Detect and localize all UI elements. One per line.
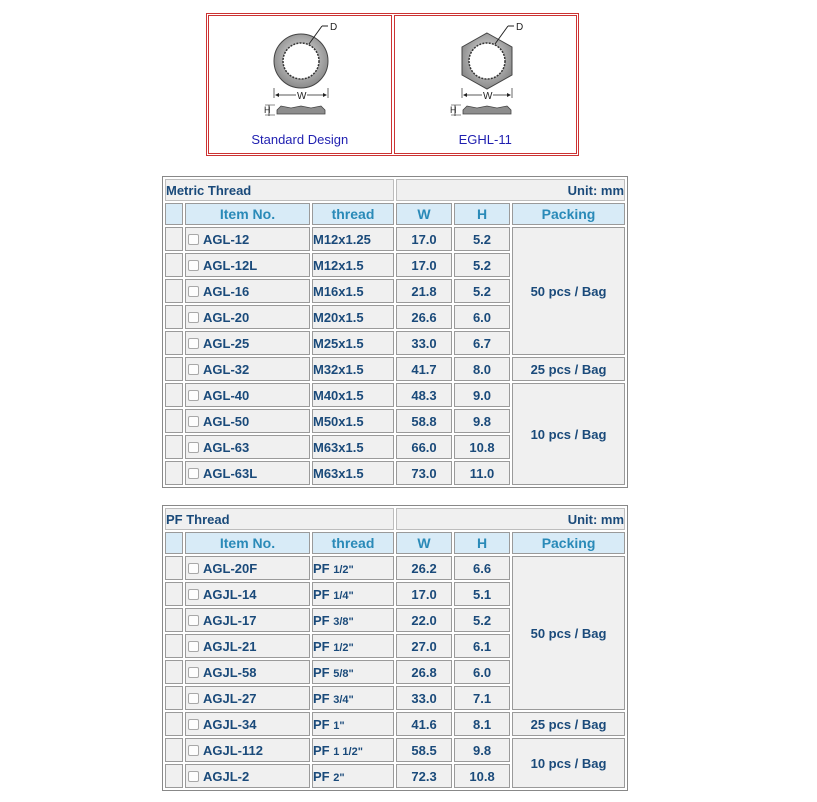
w-cell: 66.0 xyxy=(396,435,452,459)
w-cell: 26.6 xyxy=(396,305,452,329)
thread-value: M63x1.5 xyxy=(313,465,364,481)
h-cell: 10.8 xyxy=(454,435,510,459)
thread-cell xyxy=(312,712,394,736)
h-cell: 9.8 xyxy=(454,409,510,433)
item-no-cell xyxy=(185,738,310,762)
row-spacer xyxy=(165,582,183,606)
header-thread: thread xyxy=(312,532,394,554)
thread-cell xyxy=(312,738,394,762)
item-no-cell xyxy=(185,227,310,251)
w-cell: 58.8 xyxy=(396,409,452,433)
thread-cell xyxy=(312,582,394,606)
unit-label: Unit: mm xyxy=(396,179,625,201)
thread-value: M25x1.5 xyxy=(313,335,364,351)
h-cell: 7.1 xyxy=(454,686,510,710)
thread-size: 3/4" xyxy=(333,693,354,706)
h-cell: 5.2 xyxy=(454,253,510,277)
item-no-cell xyxy=(185,383,310,407)
thread-prefix: PF xyxy=(313,612,330,628)
packing-cell: 10 pcs / Bag xyxy=(512,383,625,485)
h-cell: 5.2 xyxy=(454,227,510,251)
header-packing: Packing xyxy=(512,532,625,554)
table-title: Metric Thread xyxy=(165,179,394,201)
h-cell: 8.1 xyxy=(454,712,510,736)
select-checkbox[interactable] xyxy=(188,771,199,782)
item-no: AGL-63L xyxy=(203,465,258,481)
select-checkbox[interactable] xyxy=(188,719,199,730)
row-spacer xyxy=(165,634,183,658)
diagram-standard-design xyxy=(208,15,392,154)
header-h: H xyxy=(454,532,510,554)
label-w: W xyxy=(297,91,307,102)
thread-cell xyxy=(312,764,394,788)
select-checkbox[interactable] xyxy=(188,286,199,297)
header-item-no: Item No. xyxy=(185,203,310,225)
metric-thread-table xyxy=(162,176,628,488)
header-thread: thread xyxy=(312,203,394,225)
header-select xyxy=(165,532,183,554)
item-no-cell xyxy=(185,409,310,433)
thread-cell xyxy=(312,383,394,407)
item-no-cell xyxy=(185,634,310,658)
item-no-cell xyxy=(185,582,310,606)
item-no: AGL-20 xyxy=(203,309,250,325)
select-checkbox[interactable] xyxy=(188,234,199,245)
h-cell: 5.2 xyxy=(454,279,510,303)
row-spacer xyxy=(165,435,183,459)
w-cell: 41.6 xyxy=(396,712,452,736)
row-spacer xyxy=(165,712,183,736)
w-cell: 33.0 xyxy=(396,331,452,355)
item-no-cell xyxy=(185,556,310,580)
table-row xyxy=(165,357,625,381)
h-cell: 6.0 xyxy=(454,305,510,329)
thread-cell xyxy=(312,227,394,251)
h-cell: 6.6 xyxy=(454,556,510,580)
diagram-eghl-11 xyxy=(394,15,578,154)
select-checkbox[interactable] xyxy=(188,338,199,349)
row-spacer xyxy=(165,738,183,762)
thread-value: M63x1.5 xyxy=(313,439,364,455)
thread-prefix: PF xyxy=(313,690,330,706)
h-cell: 5.2 xyxy=(454,608,510,632)
item-no: AGL-63 xyxy=(203,439,250,455)
thread-value: M40x1.5 xyxy=(313,387,364,403)
row-spacer xyxy=(165,331,183,355)
item-no-cell xyxy=(185,686,310,710)
table-row xyxy=(165,227,625,251)
table-row xyxy=(165,738,625,762)
packing-cell: 25 pcs / Bag xyxy=(512,712,625,736)
select-checkbox[interactable] xyxy=(188,416,199,427)
row-spacer xyxy=(165,227,183,251)
select-checkbox[interactable] xyxy=(188,615,199,626)
thread-cell xyxy=(312,686,394,710)
w-cell: 17.0 xyxy=(396,227,452,251)
w-cell: 27.0 xyxy=(396,634,452,658)
item-no-cell xyxy=(185,357,310,381)
thread-cell xyxy=(312,279,394,303)
thread-value: M32x1.5 xyxy=(313,361,364,377)
w-cell: 73.0 xyxy=(396,461,452,485)
label-w: W xyxy=(482,91,492,102)
item-no: AGJL-2 xyxy=(203,768,250,784)
item-no-cell xyxy=(185,712,310,736)
thread-prefix: PF xyxy=(313,768,330,784)
select-checkbox[interactable] xyxy=(188,641,199,652)
w-cell: 41.7 xyxy=(396,357,452,381)
thread-cell xyxy=(312,461,394,485)
thread-size: 1 1/2" xyxy=(333,745,363,758)
item-no: AGJL-34 xyxy=(203,716,257,732)
row-spacer xyxy=(165,660,183,684)
table-row xyxy=(165,556,625,580)
row-spacer xyxy=(165,357,183,381)
thread-size: 1" xyxy=(333,719,345,732)
h-cell: 9.0 xyxy=(454,383,510,407)
w-cell: 22.0 xyxy=(396,608,452,632)
row-spacer xyxy=(165,383,183,407)
select-checkbox[interactable] xyxy=(188,260,199,271)
item-no-cell xyxy=(185,764,310,788)
select-checkbox[interactable] xyxy=(188,468,199,479)
thread-size: 1/4" xyxy=(333,589,354,602)
label-d: D xyxy=(515,22,523,33)
w-cell: 17.0 xyxy=(396,582,452,606)
thread-size: 2" xyxy=(333,771,345,784)
thread-value: M16x1.5 xyxy=(313,283,364,299)
select-checkbox[interactable] xyxy=(188,667,199,678)
row-spacer xyxy=(165,279,183,303)
h-cell: 6.0 xyxy=(454,660,510,684)
thread-prefix: PF xyxy=(313,560,330,576)
h-cell: 6.7 xyxy=(454,331,510,355)
item-no: AGJL-58 xyxy=(203,664,257,680)
item-no: AGJL-17 xyxy=(203,612,257,628)
thread-prefix: PF xyxy=(313,742,330,758)
w-cell: 48.3 xyxy=(396,383,452,407)
item-no: AGJL-14 xyxy=(203,586,257,602)
item-no-cell xyxy=(185,331,310,355)
item-no-cell xyxy=(185,279,310,303)
thread-cell xyxy=(312,634,394,658)
thread-cell xyxy=(312,435,394,459)
row-spacer xyxy=(165,608,183,632)
h-cell: 9.8 xyxy=(454,738,510,762)
h-cell: 11.0 xyxy=(454,461,510,485)
diagram-caption: EGHL-11 xyxy=(458,132,512,147)
packing-cell: 50 pcs / Bag xyxy=(512,227,625,355)
header-item-no: Item No. xyxy=(185,532,310,554)
table-row xyxy=(165,383,625,407)
item-no: AGL-16 xyxy=(203,283,250,299)
thread-prefix: PF xyxy=(313,716,330,732)
thread-size: 3/8" xyxy=(333,615,354,628)
select-checkbox[interactable] xyxy=(188,364,199,375)
item-no-cell xyxy=(185,253,310,277)
header-select xyxy=(165,203,183,225)
item-no: AGL-12 xyxy=(203,231,250,247)
item-no: AGL-40 xyxy=(203,387,250,403)
table-title: PF Thread xyxy=(165,508,394,530)
thread-size: 5/8" xyxy=(333,667,354,680)
row-spacer xyxy=(165,764,183,788)
h-cell: 8.0 xyxy=(454,357,510,381)
thread-cell xyxy=(312,357,394,381)
header-w: W xyxy=(396,203,452,225)
row-spacer xyxy=(165,686,183,710)
thread-cell xyxy=(312,660,394,684)
w-cell: 58.5 xyxy=(396,738,452,762)
item-no: AGL-20F xyxy=(203,560,258,576)
header-h: H xyxy=(454,203,510,225)
row-spacer xyxy=(165,409,183,433)
row-spacer xyxy=(165,305,183,329)
label-h: H xyxy=(449,105,456,115)
w-cell: 21.8 xyxy=(396,279,452,303)
w-cell: 17.0 xyxy=(396,253,452,277)
h-cell: 10.8 xyxy=(454,764,510,788)
thread-cell xyxy=(312,253,394,277)
thread-value: M50x1.5 xyxy=(313,413,364,429)
thread-value: M12x1.5 xyxy=(313,257,364,273)
header-w: W xyxy=(396,532,452,554)
item-no-cell xyxy=(185,461,310,485)
item-no-cell xyxy=(185,305,310,329)
item-no-cell xyxy=(185,660,310,684)
label-h: H xyxy=(264,105,271,115)
item-no: AGL-32 xyxy=(203,361,250,377)
select-checkbox[interactable] xyxy=(188,442,199,453)
w-cell: 26.8 xyxy=(396,660,452,684)
thread-value: M12x1.25 xyxy=(313,231,371,247)
thread-cell xyxy=(312,305,394,329)
product-diagrams xyxy=(206,13,579,156)
item-no: AGL-50 xyxy=(203,413,250,429)
select-checkbox[interactable] xyxy=(188,390,199,401)
select-checkbox[interactable] xyxy=(188,693,199,704)
thread-prefix: PF xyxy=(313,638,330,654)
item-no: AGJL-112 xyxy=(203,742,263,758)
packing-cell: 50 pcs / Bag xyxy=(512,556,625,710)
thread-prefix: PF xyxy=(313,586,330,602)
row-spacer xyxy=(165,556,183,580)
thread-size: 1/2" xyxy=(333,563,354,576)
packing-cell: 10 pcs / Bag xyxy=(512,738,625,788)
item-no: AGL-25 xyxy=(203,335,250,351)
select-checkbox[interactable] xyxy=(188,745,199,756)
thread-cell xyxy=(312,608,394,632)
w-cell: 72.3 xyxy=(396,764,452,788)
row-spacer xyxy=(165,253,183,277)
item-no: AGL-12L xyxy=(203,257,258,273)
table-row xyxy=(165,712,625,736)
header-packing: Packing xyxy=(512,203,625,225)
row-spacer xyxy=(165,461,183,485)
unit-label: Unit: mm xyxy=(396,508,625,530)
item-no-cell xyxy=(185,435,310,459)
thread-cell xyxy=(312,556,394,580)
select-checkbox[interactable] xyxy=(188,312,199,323)
item-no-cell xyxy=(185,608,310,632)
thread-value: M20x1.5 xyxy=(313,309,364,325)
thread-cell xyxy=(312,331,394,355)
diagram-caption: Standard Design xyxy=(251,132,349,147)
pf-thread-table xyxy=(162,505,628,791)
item-no: AGJL-27 xyxy=(203,690,257,706)
item-no: AGJL-21 xyxy=(203,638,257,654)
w-cell: 33.0 xyxy=(396,686,452,710)
h-cell: 5.1 xyxy=(454,582,510,606)
thread-prefix: PF xyxy=(313,664,330,680)
packing-cell: 25 pcs / Bag xyxy=(512,357,625,381)
select-checkbox[interactable] xyxy=(188,589,199,600)
select-checkbox[interactable] xyxy=(188,563,199,574)
w-cell: 26.2 xyxy=(396,556,452,580)
h-cell: 6.1 xyxy=(454,634,510,658)
label-d: D xyxy=(330,22,338,33)
thread-cell xyxy=(312,409,394,433)
thread-size: 1/2" xyxy=(333,641,354,654)
